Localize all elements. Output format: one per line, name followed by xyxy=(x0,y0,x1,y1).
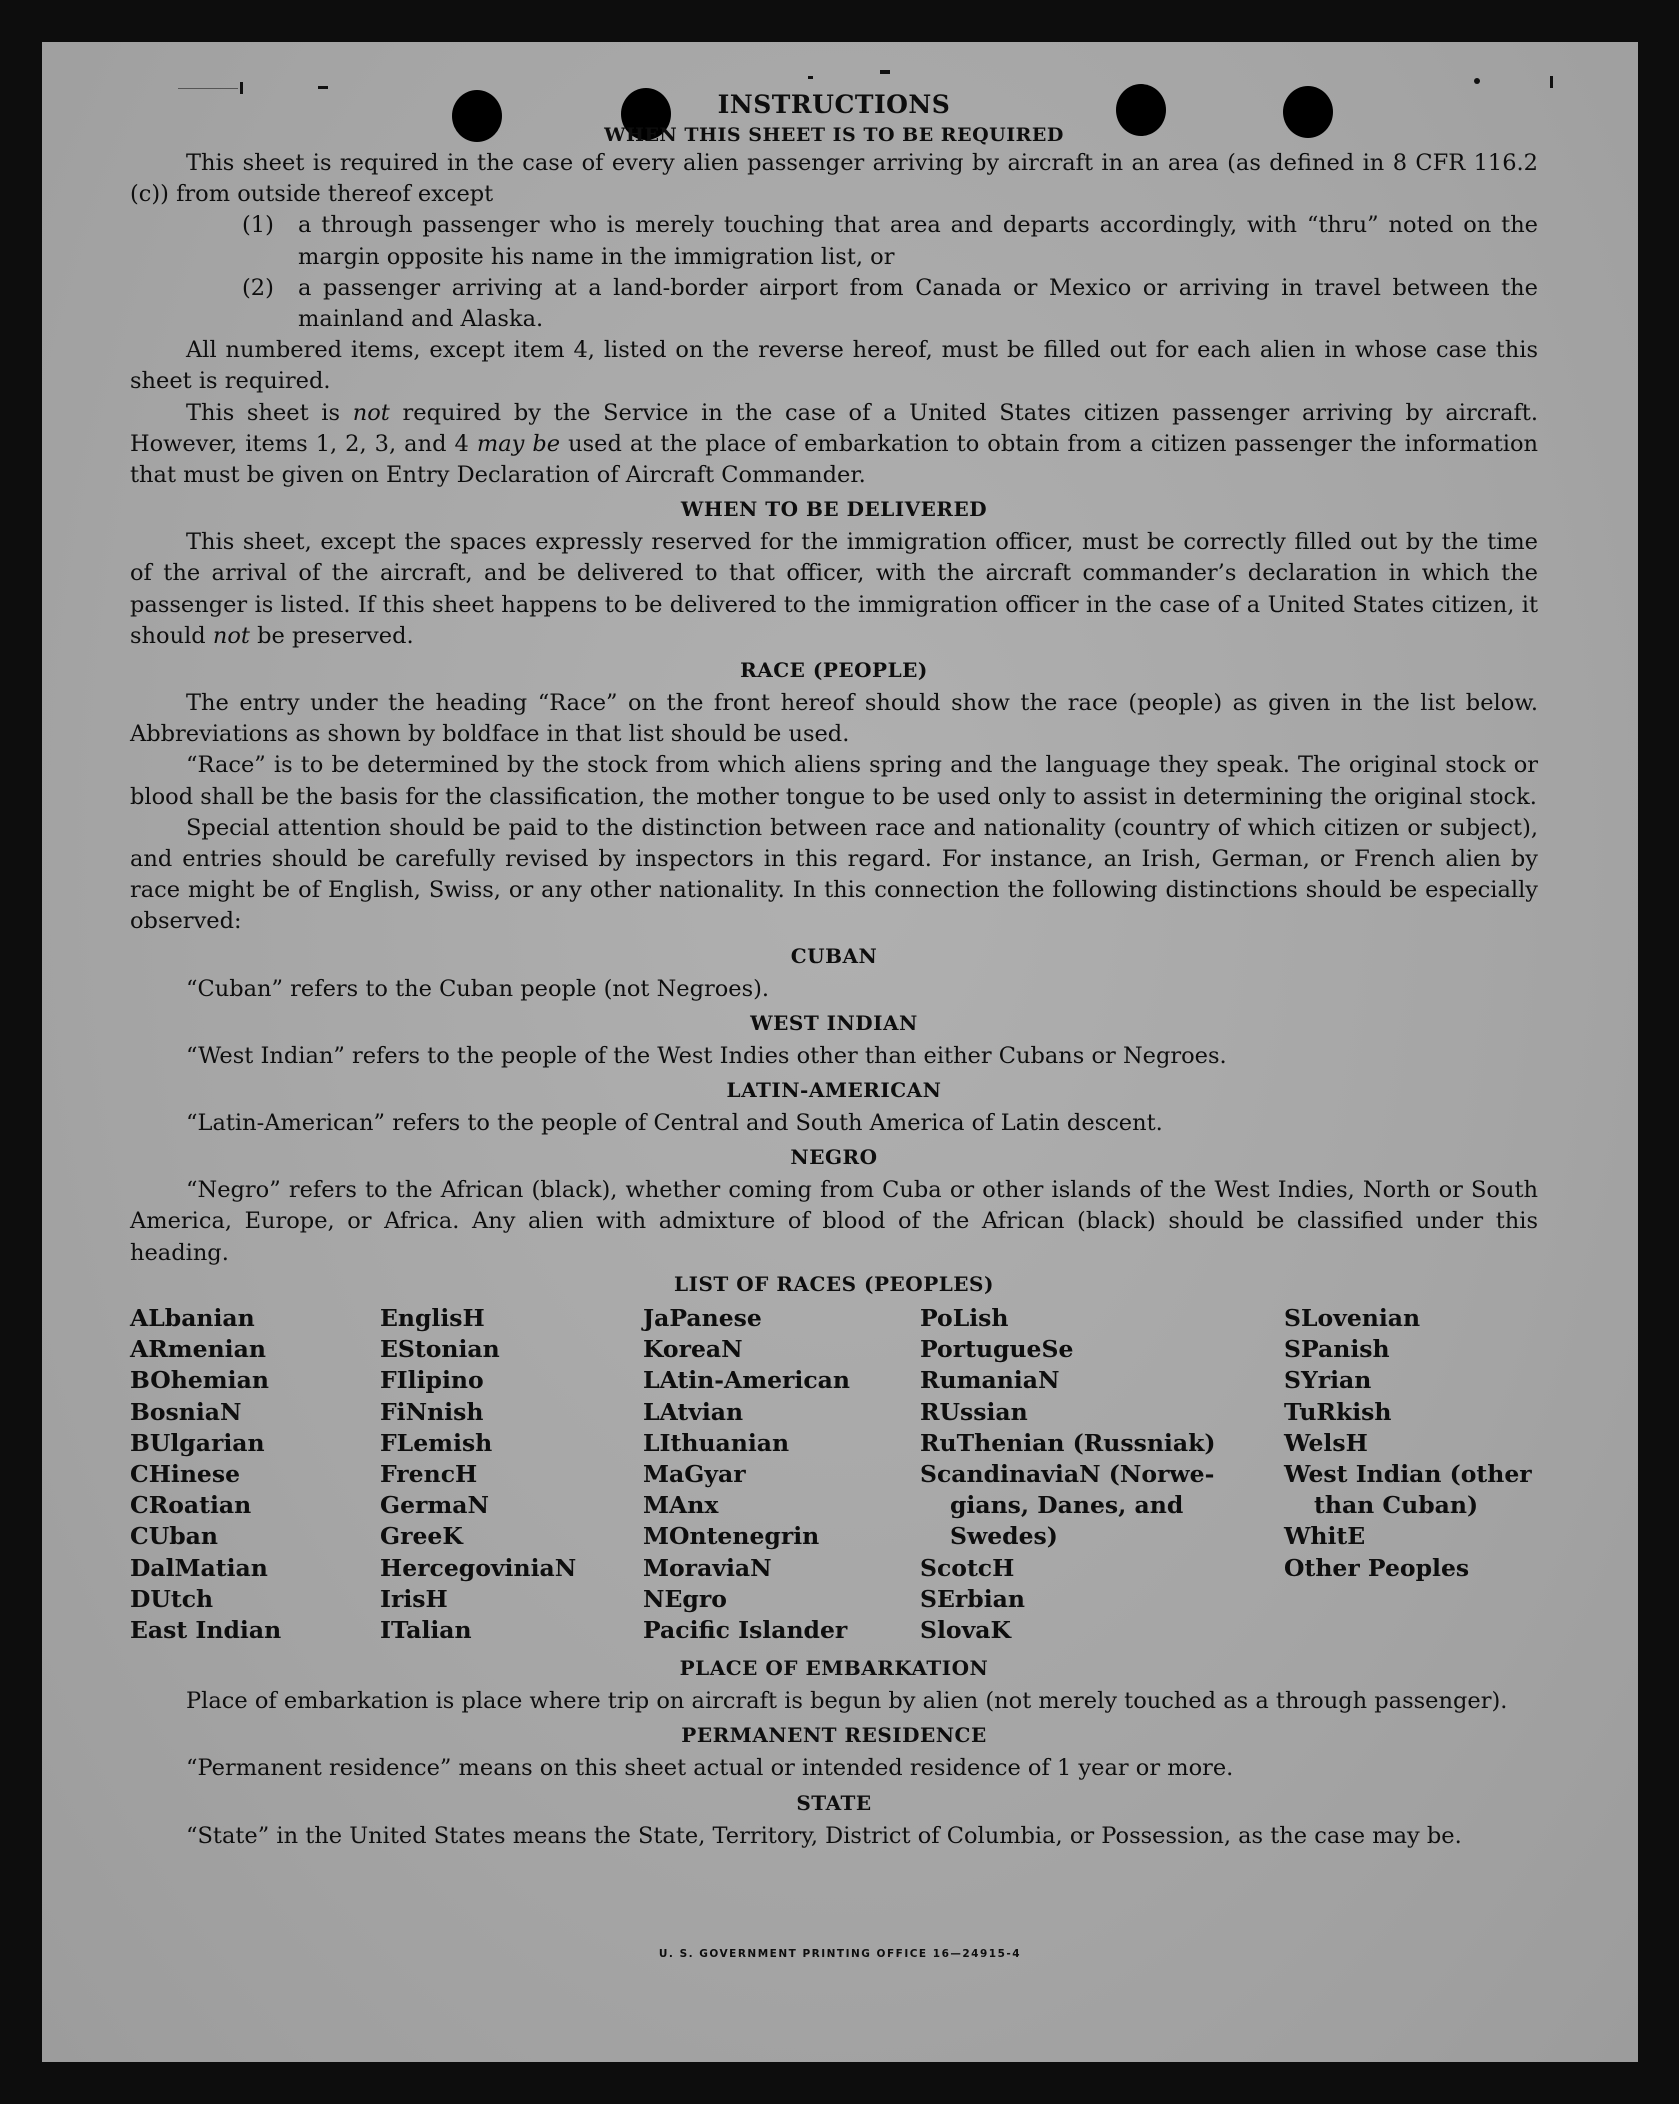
race-item: SlovaK xyxy=(920,1615,1011,1644)
race-item: DUtch xyxy=(130,1584,214,1613)
text-span: This sheet, except the spaces expressly reserved for the immigration officer, must be correctly filled out by the time of the arrival of the aircraft, and be delivered to that officer, with the aircraft commander’s declaration in which the passenger is listed. If this sheet happens to be delivered to the immigration officer in the case of a United States citizen, it should xyxy=(130,529,1538,649)
instructions-content xyxy=(130,88,1538,1852)
negro-text: “Negro” refers to the African (black), whether coming from Cuba or other islands of the West Indies, North or South America, Europe, or Africa. Any alien with admixture of blood of the African (black) should be classified under this heading. xyxy=(130,1177,1538,1266)
text-span: required by the Service in the case of a United States citizen passenger arriving by aircraft. However, items 1, 2, 3, and 4 xyxy=(130,399,1539,457)
latin-american-text: “Latin-American” refers to the people of Central and South America of Latin descent. xyxy=(186,1110,1163,1137)
race-item: CHinese xyxy=(130,1459,241,1488)
race-item: ScandinaviaN (Norwe- xyxy=(920,1459,1215,1488)
race-paragraph-3: Special attention should be paid to the distinction between race and nationality (country of which citizen or subject), and entries should be carefully revised by inspectors in this regard. For instance, an Irish, German, or French alien by race might be of English, Swiss, or any other nationality. In this connection the following distinctions should be especially observed: xyxy=(130,814,1538,935)
races-column-5 xyxy=(1284,1303,1534,1646)
race-item: East Indian xyxy=(130,1615,282,1644)
text-span: be preserved. xyxy=(249,622,414,649)
races-column-1 xyxy=(130,1303,380,1646)
race-item: LAtvian xyxy=(643,1397,744,1426)
race-item: SYrian xyxy=(1284,1366,1372,1395)
text-span: used at the place of embarkation to obtain from a citizen passenger the information that must be given on Entry Declaration of Aircraft Commander. xyxy=(130,430,1538,489)
exception-item xyxy=(130,210,1538,272)
heading-cuban: CUBAN xyxy=(790,943,878,968)
race-item: TuRkish xyxy=(1284,1397,1392,1426)
race-item: JaPanese xyxy=(643,1303,762,1332)
races-list xyxy=(130,1303,1538,1646)
race-item: FIlipino xyxy=(380,1366,484,1395)
race-item: LIthuanian xyxy=(643,1428,790,1457)
emphasis-may-be: may be xyxy=(476,430,561,457)
heading-place-of-embarkation: PLACE OF EMBARKATION xyxy=(679,1656,989,1681)
race-paragraph-2: “Race” is to be determined by the stock from which aliens spring and the language they speak. The original stock or blood shall be the basis for the classification, the mother tongue to be used only to assist in determining the original stock. xyxy=(130,752,1538,810)
race-item: PoLish xyxy=(920,1303,1009,1332)
race-item: Other Peoples xyxy=(1284,1553,1470,1582)
required-paragraph-3 xyxy=(130,398,1538,492)
printing-office-footer: U. S. GOVERNMENT PRINTING OFFICE 16—24915-4 xyxy=(658,1948,1022,1960)
race-item: SLovenian xyxy=(1284,1303,1421,1332)
race-item: MoraviaN xyxy=(643,1553,772,1582)
races-column-4 xyxy=(920,1303,1284,1646)
race-item: BOhemian xyxy=(130,1366,269,1395)
heading-list-of-races: LIST OF RACES (PEOPLES) xyxy=(674,1271,994,1296)
text-span: This sheet is xyxy=(186,399,353,426)
heading-latin-american: LATIN-AMERICAN xyxy=(726,1078,942,1103)
race-item: RumaniaN xyxy=(920,1366,1060,1395)
race-item: WelsH xyxy=(1284,1428,1368,1457)
heading-permanent-residence: PERMANENT RESIDENCE xyxy=(681,1723,987,1748)
race-item: SPanish xyxy=(1284,1335,1390,1364)
race-item: ITalian xyxy=(380,1615,472,1644)
race-item: ScotcH xyxy=(920,1553,1015,1582)
race-item: CUban xyxy=(130,1522,218,1551)
delivered-paragraph xyxy=(130,527,1538,652)
scan-mark xyxy=(1550,76,1553,88)
state-text: “State” in the United States means the State, Territory, District of Columbia, or Possession, as the case may be. xyxy=(186,1822,1462,1849)
heading-negro: NEGRO xyxy=(790,1145,878,1170)
exception-number: (2) xyxy=(242,274,274,301)
residence-text: “Permanent residence” means on this sheet actual or intended residence of 1 year or more. xyxy=(186,1755,1234,1782)
race-item-continued: gians, Danes, and xyxy=(950,1491,1184,1520)
race-item: KoreaN xyxy=(643,1335,743,1364)
race-item: FLemish xyxy=(380,1428,493,1457)
exception-number: (1) xyxy=(242,212,274,239)
race-item: Pacific Islander xyxy=(643,1615,848,1644)
race-item: DalMatian xyxy=(130,1553,268,1582)
race-item: LAtin-American xyxy=(643,1366,850,1395)
exception-item xyxy=(130,273,1538,335)
race-item: FiNnish xyxy=(380,1397,484,1426)
page-title: INSTRUCTIONS xyxy=(717,90,951,119)
race-item: FrencH xyxy=(380,1459,478,1488)
heading-when-delivered: WHEN TO BE DELIVERED xyxy=(680,497,988,522)
race-item: ARmenian xyxy=(130,1335,266,1364)
races-column-2 xyxy=(380,1303,643,1646)
race-item: PortugueSe xyxy=(920,1335,1074,1364)
exception-text: a through passenger who is merely touching that area and departs accordingly, with “thru” noted on the margin opposite his name in the immigration list, or xyxy=(298,212,1538,270)
race-item: MAnx xyxy=(643,1491,719,1520)
race-item: MOntenegrin xyxy=(643,1522,820,1551)
race-item: BosniaN xyxy=(130,1397,242,1426)
embarkation-text: Place of embarkation is place where trip on aircraft is begun by alien (not merely touched as a through passenger). xyxy=(186,1688,1508,1715)
race-item: GreeK xyxy=(380,1522,463,1551)
race-item: IrisH xyxy=(380,1584,448,1613)
race-item: WhitE xyxy=(1284,1522,1366,1551)
required-paragraph-2: All numbered items, except item 4, listed on the reverse hereof, must be filled out for each alien in whose case this sheet is required. xyxy=(130,337,1538,395)
emphasis-not: not xyxy=(352,399,390,426)
race-item: EStonian xyxy=(380,1335,500,1364)
exception-text: a passenger arriving at a land-border airport from Canada or Mexico or arriving in travel between the mainland and Alaska. xyxy=(298,274,1538,333)
race-item: RuThenian (Russniak) xyxy=(920,1428,1216,1457)
scan-mark xyxy=(1474,78,1480,84)
race-item: BUlgarian xyxy=(130,1428,265,1457)
scan-mark xyxy=(880,70,890,74)
race-item-continued: than Cuban) xyxy=(1314,1491,1479,1520)
scan-mark xyxy=(808,76,813,79)
race-item: MaGyar xyxy=(643,1459,746,1488)
race-item: NEgro xyxy=(643,1584,727,1613)
heading-race: RACE (PEOPLE) xyxy=(740,658,928,683)
races-column-3 xyxy=(643,1303,920,1646)
emphasis-not: not xyxy=(212,622,250,649)
race-item: CRoatian xyxy=(130,1491,252,1520)
west-indian-text: “West Indian” refers to the people of the West Indies other than either Cubans or Negroes. xyxy=(186,1042,1227,1069)
race-item: HercegoviniaN xyxy=(380,1553,577,1582)
required-intro: This sheet is required in the case of every alien passenger arriving by aircraft in an area (as defined in 8 CFR 116.2 (c)) from outside thereof except xyxy=(130,150,1538,208)
race-item: RUssian xyxy=(920,1397,1028,1426)
cuban-text: “Cuban” refers to the Cuban people (not Negroes). xyxy=(186,975,770,1002)
heading-west-indian: WEST INDIAN xyxy=(750,1010,918,1035)
heading-state: STATE xyxy=(796,1790,872,1815)
race-item: West Indian (other xyxy=(1284,1459,1532,1488)
race-paragraph-1: The entry under the heading “Race” on the front hereof should show the race (people) as given in the list below. Abbreviations as shown by boldface in that list should be used. xyxy=(130,690,1538,748)
heading-when-required: WHEN THIS SHEET IS TO BE REQUIRED xyxy=(604,124,1064,146)
race-item: EnglisH xyxy=(380,1303,485,1332)
race-item-continued: Swedes) xyxy=(950,1522,1058,1551)
race-item: ALbanian xyxy=(130,1303,255,1332)
race-item: SErbian xyxy=(920,1584,1025,1613)
race-item: GermaN xyxy=(380,1491,489,1520)
document-sheet xyxy=(42,42,1638,2062)
